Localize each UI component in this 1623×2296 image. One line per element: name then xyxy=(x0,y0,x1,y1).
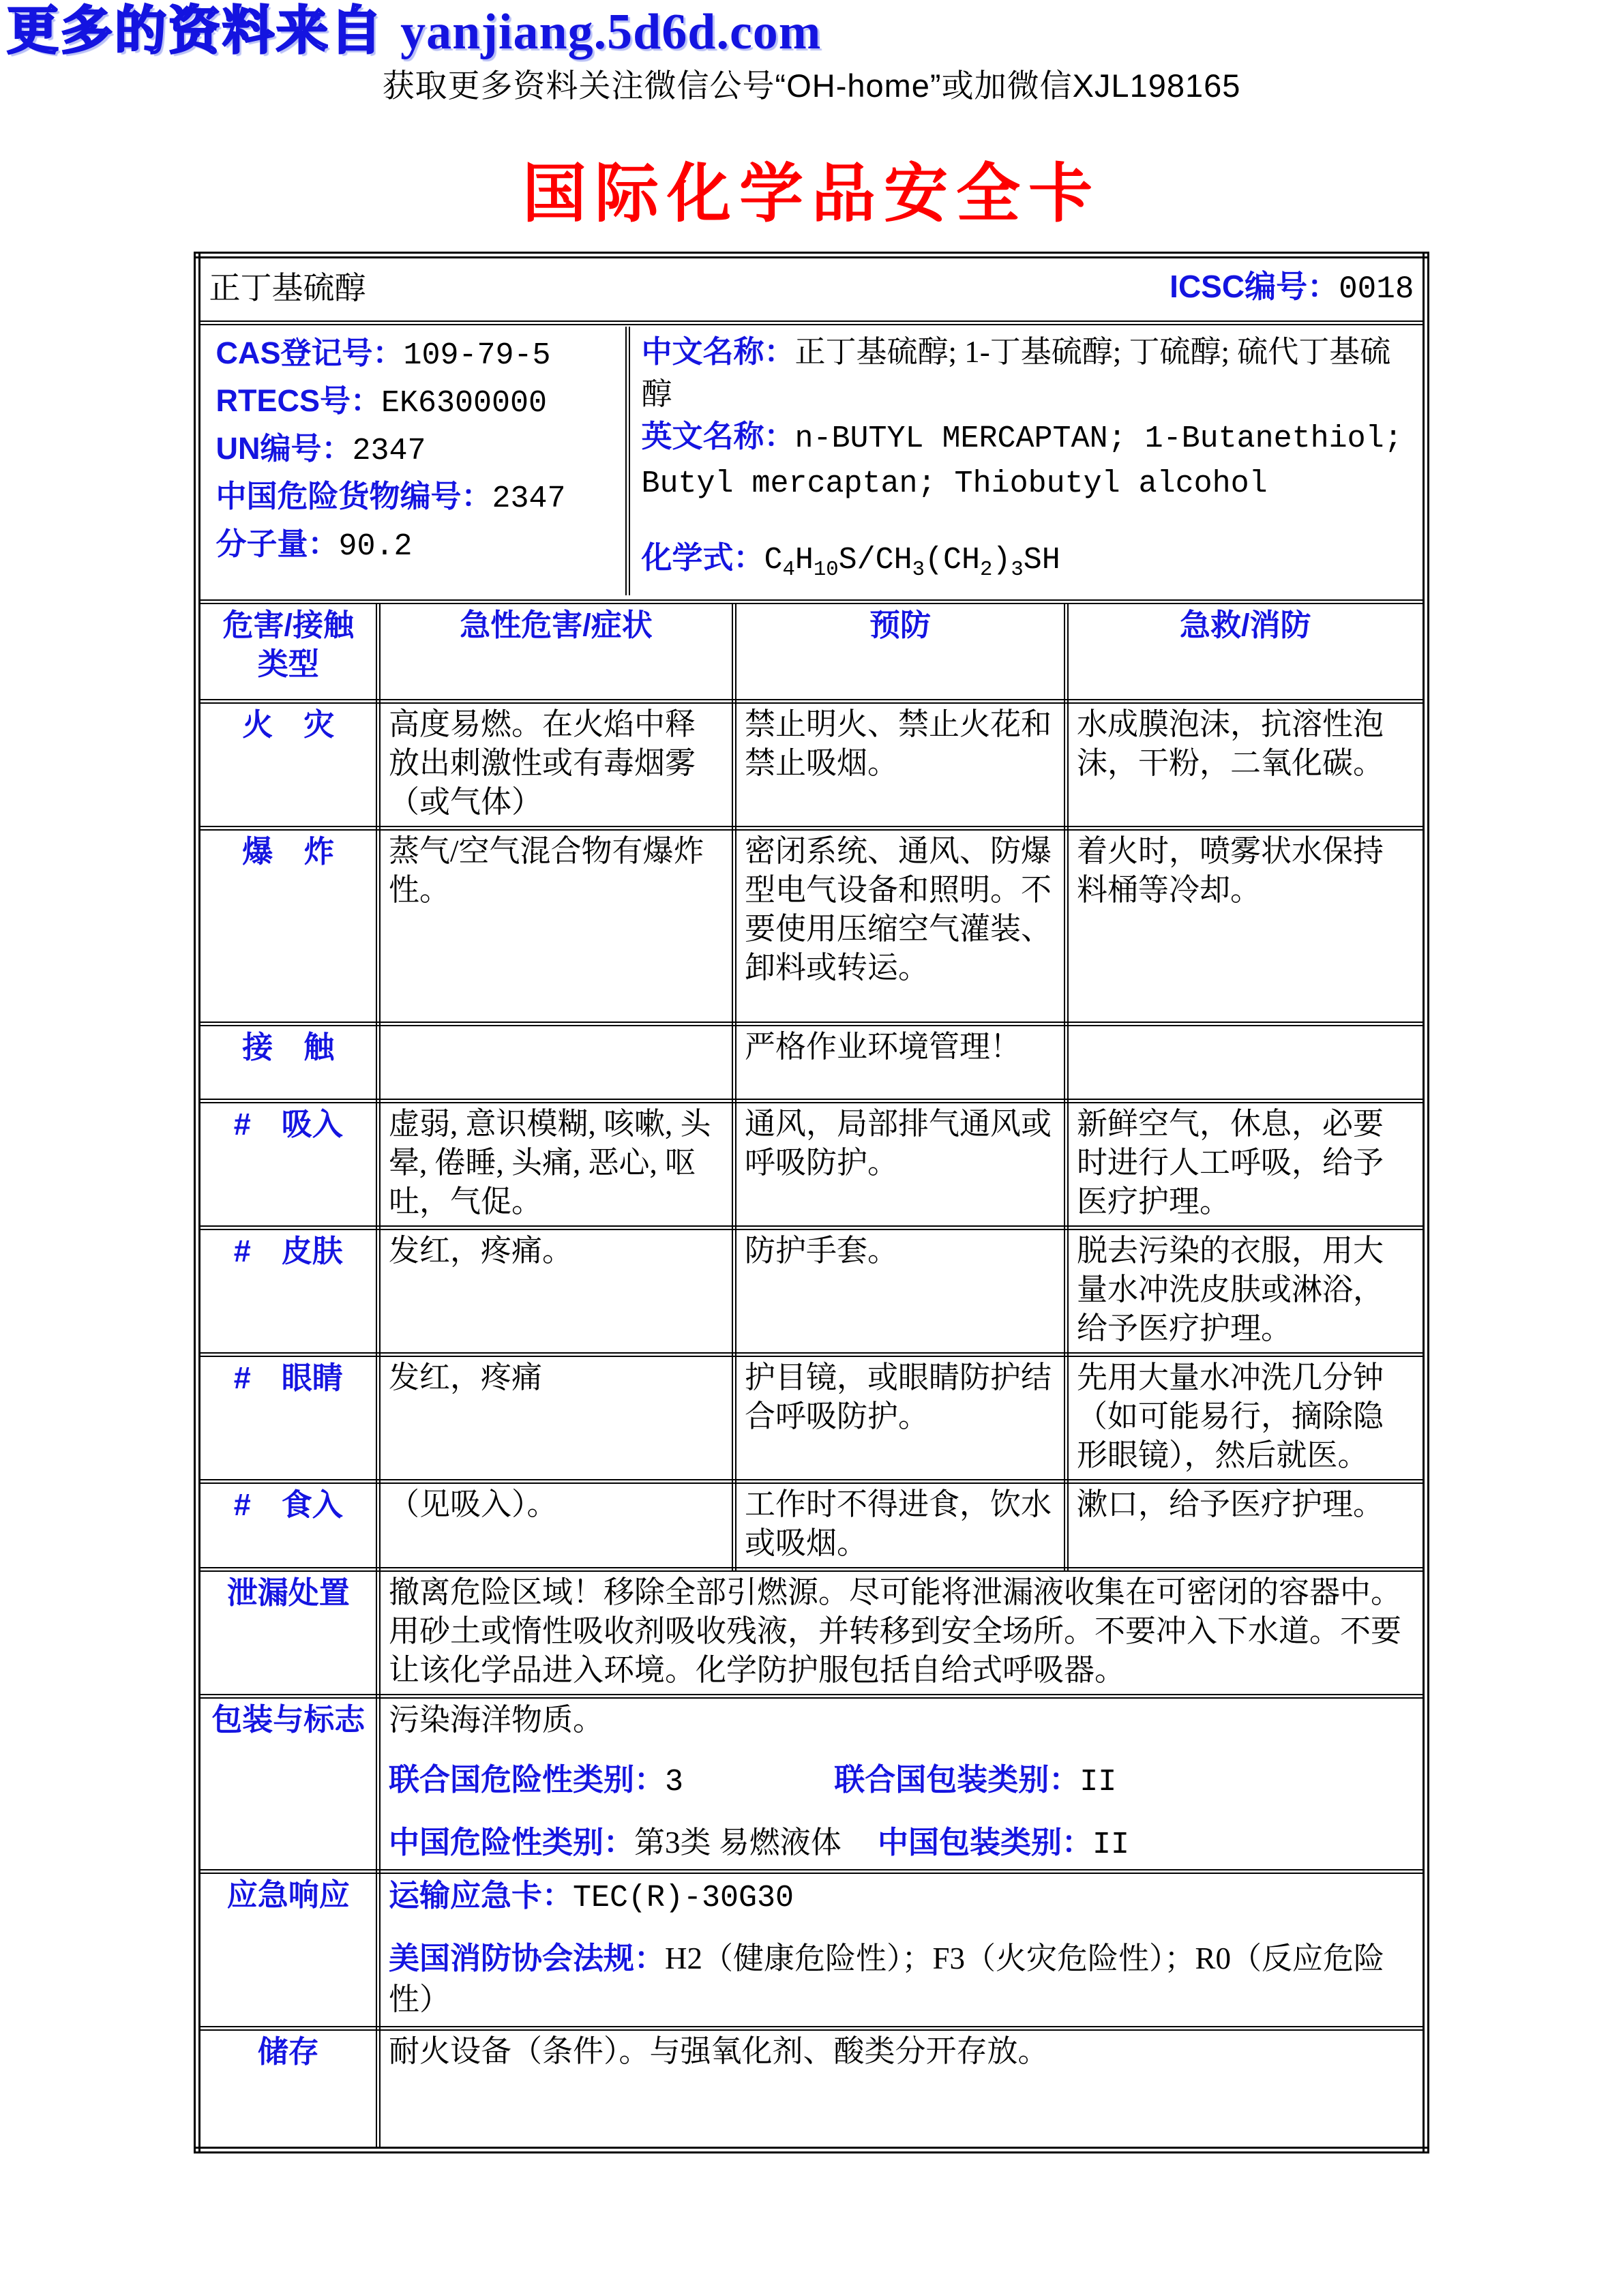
icsc-number-group xyxy=(1170,267,1414,309)
emergency-response-row xyxy=(197,1872,1425,2029)
english-name-line xyxy=(641,415,1404,505)
spill-disposal-row xyxy=(197,1570,1425,1697)
rtecs-number-line xyxy=(215,378,620,426)
china-dg-value: 2347 xyxy=(492,481,566,517)
header-prevention: 预防 xyxy=(734,602,1066,702)
section-label: 应急响应 xyxy=(197,1872,378,2029)
cn-class-label: 中国危险性类别： xyxy=(388,1825,634,1860)
names-block xyxy=(630,327,1414,595)
chinese-name-value: 正丁基硫醇; 1-丁基硫醇; 丁硫醇; 硫代丁基硫醇 xyxy=(641,335,1391,412)
header-hazard-type-line2: 类型 xyxy=(257,646,319,682)
english-name-value: n-BUTYL MERCAPTAN; 1-Butanethiol; Butyl mercaptan; Thiobutyl alcohol xyxy=(641,421,1403,502)
symptoms-cell: 发红，疼痛。 xyxy=(378,1228,734,1355)
firstaid-cell xyxy=(1066,1024,1425,1101)
header-symptoms: 急性危害/症状 xyxy=(378,602,734,702)
molecular-weight-line xyxy=(215,522,620,569)
un-pack-value: II xyxy=(1079,1765,1117,1800)
header-hazard-type xyxy=(197,602,378,702)
section-label: 包装与标志 xyxy=(197,1697,378,1872)
tec-value: TEC(R)-30G30 xyxy=(573,1881,794,1916)
symptoms-cell: 高度易燃。在火焰中释放出刺激性或有毒烟雾（或气体） xyxy=(378,702,734,829)
china-dg-number-line xyxy=(215,474,620,522)
icsc-card-table xyxy=(194,252,1429,2153)
hazard-type-cell: 接 触 xyxy=(197,1024,378,1101)
tec-card-line xyxy=(389,1875,1414,1919)
symptoms-cell xyxy=(378,1024,734,1101)
packaging-content xyxy=(378,1697,1425,1872)
section-label: 泄漏处置 xyxy=(197,1570,378,1697)
rtecs-value: EK6300000 xyxy=(381,386,548,421)
china-dg-label: 中国危险货物编号： xyxy=(215,479,492,514)
emergency-response-content xyxy=(378,1872,1425,2029)
storage-content: 耐火设备（条件）。与强氧化剂、酸类分开存放。 xyxy=(378,2029,1425,2150)
icsc-number-label: ICSC编号： xyxy=(1170,268,1339,304)
cas-number-line xyxy=(215,331,620,378)
chinese-name-label: 中文名称： xyxy=(641,334,795,370)
identifiers-row xyxy=(197,323,1425,602)
firstaid-cell: 脱去污染的衣服，用大量水冲洗皮肤或淋浴，给予医疗护理。 xyxy=(1066,1228,1425,1355)
hazard-row-ingestion xyxy=(197,1482,1425,1570)
prevention-cell: 通风，局部排气通风或呼吸防护。 xyxy=(734,1101,1066,1228)
formula-value: $C_4H_{10}S/CH_3(CH_2)_3SH$ xyxy=(764,543,1060,582)
firstaid-cell: 着火时，喷雾状水保持料桶等冷却。 xyxy=(1066,829,1425,1024)
prevention-cell: 护目镜，或眼睛防护结合呼吸防护。 xyxy=(734,1355,1066,1482)
tec-label: 运输应急卡： xyxy=(388,1878,573,1913)
hazard-type-cell: # 皮肤 xyxy=(197,1228,378,1355)
wechat-note: 获取更多资料关注微信公号“OH-home”或加微信XJL198165 xyxy=(382,67,1241,104)
cas-value: 109-79-5 xyxy=(403,338,551,374)
nfpa-label: 美国消防协会法规： xyxy=(388,1941,665,1976)
header-firstaid: 急救/消防 xyxy=(1066,602,1425,702)
chinese-name-line xyxy=(641,331,1404,415)
un-value: 2347 xyxy=(352,434,426,469)
symptoms-cell: 发红，疼痛 xyxy=(378,1355,734,1482)
header-hazard-type-line1: 危害/接触 xyxy=(222,608,354,643)
site-banner xyxy=(0,0,1623,59)
prevention-cell: 防护手套。 xyxy=(734,1228,1066,1355)
un-pack-label: 联合国包装类别： xyxy=(834,1762,1080,1798)
cas-label: CAS登记号： xyxy=(215,336,404,371)
un-class-value: 3 xyxy=(665,1765,684,1800)
icsc-number-value: 0018 xyxy=(1339,271,1414,307)
firstaid-cell: 漱口，给予医疗护理。 xyxy=(1066,1482,1425,1570)
firstaid-cell: 水成膜泡沫，抗溶性泡沫，干粉，二氧化碳。 xyxy=(1066,702,1425,829)
cn-class-value: 第3类 易燃液体 xyxy=(634,1825,842,1860)
english-name-label: 英文名称： xyxy=(641,419,795,454)
packaging-row xyxy=(197,1697,1425,1872)
firstaid-cell: 先用大量水冲洗几分钟（如可能易行，摘除隐形眼镜），然后就医。 xyxy=(1066,1355,1425,1482)
spill-disposal-content: 撤离危险区域！移除全部引燃源。尽可能将泄漏液收集在可密闭的容器中。用砂土或惰性吸收剂吸收残液，并转移到安全场所。不要冲入下水道。不要让该化学品进入环境。化学防护服包括自给式呼吸器。 xyxy=(378,1570,1425,1697)
hazard-row-explosion xyxy=(197,829,1425,1024)
prevention-cell: 严格作业环境管理！ xyxy=(734,1024,1066,1101)
hazard-row-eyes xyxy=(197,1355,1425,1482)
hazard-type-cell: 爆 炸 xyxy=(197,829,378,1024)
un-class-label: 联合国危险性类别： xyxy=(388,1762,665,1798)
mw-value: 90.2 xyxy=(338,529,413,565)
prevention-cell: 工作时不得进食，饮水或吸烟。 xyxy=(734,1482,1066,1570)
prevention-cell: 密闭系统、通风、防爆型电气设备和照明。不要使用压缩空气灌装、卸料或转运。 xyxy=(734,829,1066,1024)
cn-pack-label: 中国包装类别： xyxy=(878,1825,1093,1860)
substance-header-row xyxy=(197,255,1425,323)
firstaid-cell: 新鲜空气，休息，必要时进行人工呼吸，给予医疗护理。 xyxy=(1066,1101,1425,1228)
un-label: UN编号： xyxy=(215,431,353,466)
substance-name: 正丁基硫醇 xyxy=(209,270,366,305)
hazard-header-row xyxy=(197,602,1425,702)
cn-pack-value: II xyxy=(1092,1828,1130,1863)
banner-site-url: yanjiang.5d6d.com xyxy=(400,4,822,60)
mw-label: 分子量： xyxy=(215,526,339,562)
symptoms-cell: 蒸气/空气混合物有爆炸性。 xyxy=(378,829,734,1024)
page-title: 国际化学品安全卡 xyxy=(522,158,1101,230)
hazard-row-exposure xyxy=(197,1024,1425,1101)
hazard-row-fire xyxy=(197,702,1425,829)
marine-pollutant-note: 污染海洋物质。 xyxy=(388,1703,604,1738)
hazard-row-inhalation xyxy=(197,1101,1425,1228)
identifier-list xyxy=(209,327,630,595)
un-classification-line xyxy=(389,1760,1414,1802)
un-number-line xyxy=(215,426,620,474)
formula-label: 化学式： xyxy=(641,540,764,576)
banner-text: 更多的资料来自 xyxy=(7,2,401,60)
storage-row xyxy=(197,2029,1425,2150)
symptoms-cell: （见吸入）。 xyxy=(378,1482,734,1570)
hazard-type-cell: # 眼睛 xyxy=(197,1355,378,1482)
hazard-row-skin xyxy=(197,1228,1425,1355)
formula-line xyxy=(641,537,1404,591)
symptoms-cell: 虚弱, 意识模糊, 咳嗽, 头晕, 倦睡, 头痛, 恶心, 呕吐，气促。 xyxy=(378,1101,734,1228)
rtecs-label: RTECS号： xyxy=(215,383,381,419)
section-label: 储存 xyxy=(197,2029,378,2150)
nfpa-value: H2（健康危险性）；F3（火灾危险性）；R0（反应危险性） xyxy=(388,1941,1385,2017)
nfpa-line xyxy=(389,1938,1414,2020)
cn-classification-line xyxy=(389,1823,1414,1865)
hazard-type-cell: # 吸入 xyxy=(197,1101,378,1228)
hazard-type-cell: 火 灾 xyxy=(197,702,378,829)
hazard-type-cell: # 食入 xyxy=(197,1482,378,1570)
prevention-cell: 禁止明火、禁止火花和禁止吸烟。 xyxy=(734,702,1066,829)
